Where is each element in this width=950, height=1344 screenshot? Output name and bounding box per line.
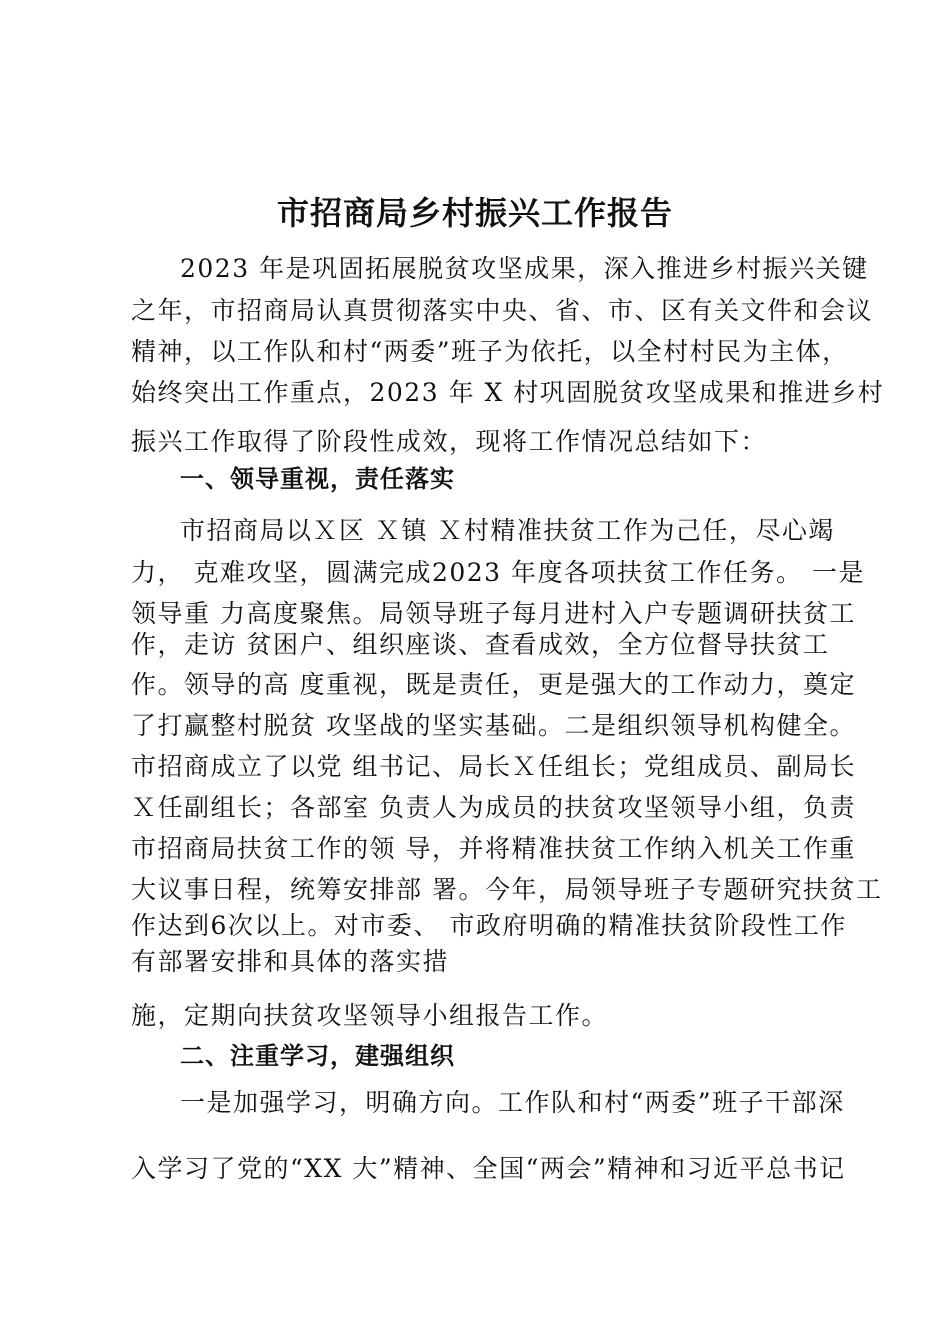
section1-line-6: 了打赢整村脱贫 攻坚战的坚实基础。二是组织领导机构健全。 [131,711,856,740]
section1-line-5: 作。领导的高 度重视，既是责任，更是强大的工作动力，奠定 [131,670,856,699]
section-heading-2: 二、注重学习，建强组织 [180,1042,455,1070]
section1-line-1: 市招商局以Ｘ区 Ｘ镇 Ｘ村精准扶贫工作为己任，尽心竭 [180,516,835,545]
section1-line-12: 有部署安排和具体的落实措 [131,947,450,976]
section1-line-3: 领导重 力高度聚焦。局领导班子每月进村入户专题调研扶贫工 [131,599,856,628]
section1-line-2: 力， 克难攻坚，圆满完成2023 年度各项扶贫工作任务。 一是 [131,558,865,587]
intro-line-5: 振兴工作取得了阶段性成效，现将工作情况总结如下： [131,427,768,456]
section1-line-7: 市招商成立了以党 组书记、局长Ｘ任组长；党组成员、副局长 [131,752,856,781]
section1-line-10: 大议事日程，统筹安排部 署。今年，局领导班子专题研究扶贫工 [131,875,883,904]
section1-line-13: 施，定期向扶贫攻坚领导小组报告工作。 [131,1001,609,1030]
section-heading-1: 一、领导重视，责任落实 [180,465,455,493]
intro-line-2: 之年，市招商局认真贯彻落实中央、省、市、区有关文件和会议 [131,296,874,325]
section1-line-8: Ｘ任副组长；各部室 负责人为成员的扶贫攻坚领导小组，负责 [131,793,856,822]
section1-line-11: 作达到6次以上。对市委、 市政府明确的精准扶贫阶段性工作 [131,911,847,940]
intro-line-4: 始终突出工作重点，2023 年 X 村巩固脱贫攻坚成果和推进乡村 [131,378,885,407]
intro-line-1: 2023 年是巩固拓展脱贫攻坚成果，深入推进乡村振兴关键 [180,254,869,283]
section2-line-2: 入学习了党的“XX 大”精神、全国“两会”精神和习近平总书记 [131,1154,846,1183]
section2-line-1: 一是加强学习，明确方向。工作队和村“两委”班子干部深 [180,1088,845,1117]
document-title: 市招商局乡村振兴工作报告 [276,194,673,232]
section1-line-9: 市招商局扶贫工作的领 导，并将精准扶贫工作纳入机关工作重 [131,834,856,863]
section1-line-4: 作，走访 贫困户、组织座谈、查看成效，全方位督导扶贫工 [131,630,830,659]
intro-line-3: 精神，以工作队和村“两委”班子为依托，以全村村民为主体， [131,337,849,366]
